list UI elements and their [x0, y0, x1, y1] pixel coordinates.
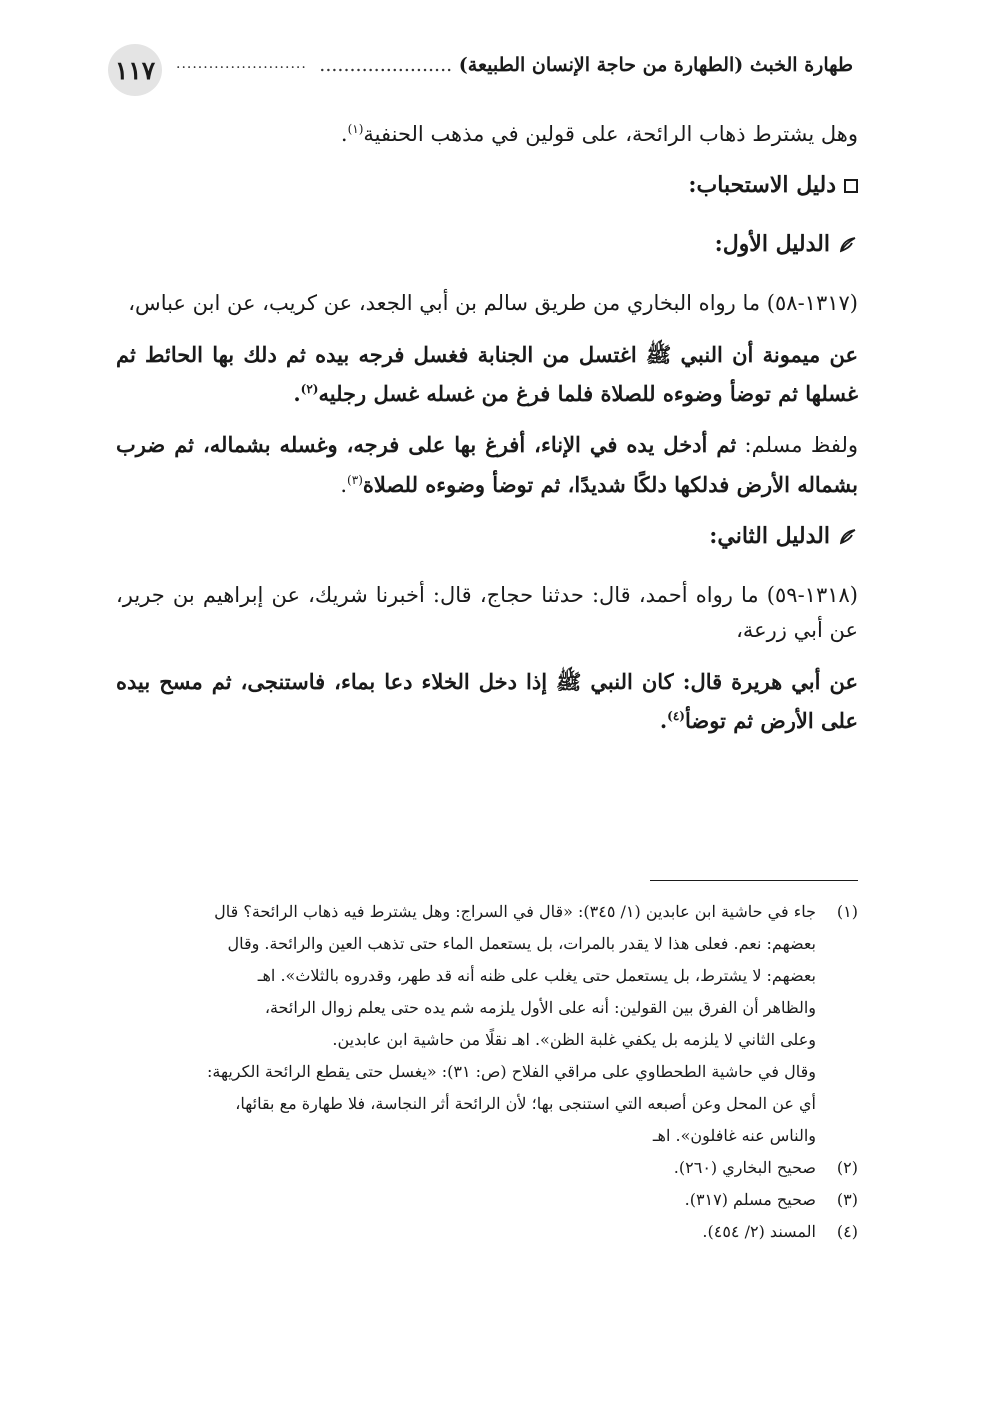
leaf-ornament-icon	[838, 235, 858, 255]
footnote-ref-3[interactable]: (٣)	[347, 473, 363, 487]
paragraph-1-end: .	[340, 122, 348, 146]
paragraph-4-intro: ولفظ مسلم:	[736, 433, 858, 457]
footnote-3-number: (٣)	[836, 1190, 858, 1209]
paragraph-4-quote: ثم أدخل يده في الإناء، أفرغ بها على فرجه، وغسله بشماله، ثم ضرب بشماله الأرض فدلكها دلكًا شديدًا، ثم توضأ وضوءه للصلاة	[116, 432, 858, 497]
paragraph-5: (١٣١٨-٥٩) ما رواه أحمد، قال: حدثنا حجاج، قال: أخبرنا شريك، عن إبراهيم بن جرير، عن أبي زرعة،	[116, 583, 858, 642]
footnote-1-line: والظاهر أن الفرق بين القولين: أنه على الأول يلزمه شم يده حتى يعلم زوال الرائحة،	[264, 998, 816, 1017]
footnote-1-line: بعضهم: نعم. فعلى هذا لا يقدر بالمرات، بل يستعمل الماء حتى تذهب العين والرائحة. وقال	[227, 934, 816, 953]
running-title: طهارة الخبث (الطهارة من حاجة الإنسان الطبيعة)	[458, 54, 853, 76]
paragraph-1	[116, 112, 858, 152]
page-number: ١١٧	[114, 55, 156, 85]
footnote-1-line: أي عن المحل وعن أصبعه التي استنجى بها؛ لأن الرائحة أثر النجاسة، فلا طهارة مع بقائها،	[235, 1094, 816, 1113]
paragraph-3-text: عن ميمونة أن النبي ﷺ اغتسل من الجنابة فغسل فرجه بيده ثم دلك بها الحائط ثم غسلها ثم توضأ وضوءه للصلاة فلما فرغ من غسله غسل رجليه	[116, 342, 858, 406]
heading-istihbab-text: دليل الاستحباب:	[688, 172, 836, 198]
footnote-1-number: (١)	[836, 902, 858, 921]
leaf-ornament-icon	[838, 527, 858, 547]
footnotes	[116, 896, 858, 1248]
running-title-block	[319, 54, 853, 76]
paragraph-4-end: .	[340, 473, 348, 497]
footnote-3	[116, 1184, 858, 1216]
footnote-separator	[650, 880, 858, 881]
footnote-ref-2[interactable]: (٢)	[300, 382, 319, 396]
footnote-1-line: وعلى الثاني لا يلزمه بل يكفي غلبة الظن». اهـ نقلًا من حاشية ابن عابدين.	[332, 1030, 816, 1049]
heading-second-evidence	[116, 519, 858, 554]
footnote-4-number: (٤)	[836, 1222, 858, 1241]
paragraph-6-text: عن أبي هريرة قال: كان النبي ﷺ إذا دخل الخلاء دعا بماء، فاستنجى، ثم مسح بيده على الأرض ثم توضأ	[116, 669, 858, 733]
footnote-2-number: (٢)	[836, 1158, 858, 1177]
footnote-4	[116, 1216, 858, 1248]
footnote-3-text: صحيح مسلم (٣١٧).	[684, 1190, 816, 1209]
footnote-ref-1[interactable]: (١)	[347, 122, 364, 136]
footnote-1-line: والناس عنه غافلون». اهـ	[652, 1126, 816, 1145]
paragraph-2: (١٣١٧-٥٨) ما رواه البخاري من طريق سالم بن أبي الجعد، عن كريب، عن ابن عباس،	[128, 291, 858, 315]
footnote-2	[116, 1152, 858, 1184]
heading-first-evidence	[116, 227, 858, 262]
footnote-1-text	[116, 896, 816, 1152]
heading-second-text: الدليل الثاني:	[709, 523, 830, 549]
page-number-badge	[108, 44, 162, 96]
paragraph-6-end: .	[659, 708, 668, 733]
paragraph-3-end: .	[293, 381, 301, 406]
paragraph-6	[116, 664, 858, 738]
paragraph-4	[116, 427, 858, 503]
checkbox-square-icon	[844, 179, 858, 193]
page-header	[108, 44, 853, 96]
footnote-1-line: بعضهم: لا يشترط، بل يستعمل حتى يغلب على ظنه أنه قد طهر، وقدروه بالثلاث». اهـ	[257, 966, 816, 985]
title-leader-dots: ......................	[319, 54, 453, 76]
footnote-1	[116, 896, 858, 1152]
footnote-ref-4[interactable]: (٤)	[667, 709, 685, 723]
main-text	[116, 112, 858, 754]
footnote-1-line: جاء في حاشية ابن عابدين (١/ ٣٤٥): «قال في السراج: وهل يشترط فيه ذهاب الرائحة؟ قال	[214, 902, 816, 921]
footnote-1-line: وقال في حاشية الطحطاوي على مراقي الفلاح (ص: ٣١): «يغسل حتى يقطع الرائحة الكريهة:	[207, 1062, 816, 1081]
paragraph-1-text: وهل يشترط ذهاب الرائحة، على قولين في مذهب الحنفية	[363, 122, 858, 146]
heading-istihbab	[116, 168, 858, 203]
paragraph-3	[116, 337, 858, 411]
heading-first-text: الدليل الأول:	[714, 231, 830, 257]
header-leader-dots: ........................	[176, 56, 307, 72]
footnote-2-text: صحيح البخاري (٢٦٠).	[673, 1158, 816, 1177]
footnote-4-text: المسند (٢/ ٤٥٤).	[702, 1222, 816, 1241]
